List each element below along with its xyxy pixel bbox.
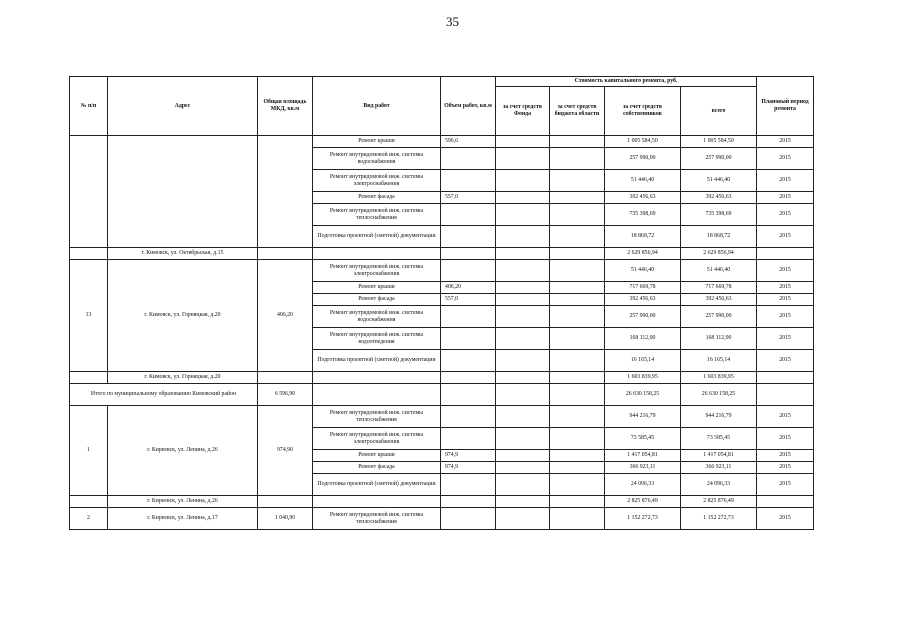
header-owners: за счет средств собственников bbox=[605, 87, 681, 136]
total-cell: 24 096,33 bbox=[681, 474, 757, 496]
volume-cell bbox=[441, 508, 496, 530]
work-type-cell: Ремонт внутридомовой инж. системы электроснабжения bbox=[313, 260, 441, 282]
owners-cell: 257 990,00 bbox=[605, 148, 681, 170]
subtotal-total: 2 825 876,49 bbox=[681, 496, 757, 508]
work-type-cell: Ремонт крыши bbox=[313, 136, 441, 148]
row-area: 1 040,90 bbox=[258, 508, 313, 530]
owners-cell: 717 669,78 bbox=[605, 282, 681, 294]
total-cell: 366 923,11 bbox=[681, 462, 757, 474]
work-type-cell: Подготовка проектной (сметной) документации bbox=[313, 226, 441, 248]
owners-cell: 944 216,79 bbox=[605, 406, 681, 428]
work-type-cell: Подготовка проектной (сметной) документации bbox=[313, 350, 441, 372]
header-total: всего bbox=[681, 87, 757, 136]
row-area: 406,20 bbox=[258, 260, 313, 372]
budget-cell bbox=[550, 148, 605, 170]
budget-cell bbox=[550, 508, 605, 530]
subtotal-owners: 1 603 839,95 bbox=[605, 372, 681, 384]
period-cell: 2015 bbox=[757, 428, 814, 450]
total-cell: 735 398,69 bbox=[681, 204, 757, 226]
volume-cell bbox=[441, 328, 496, 350]
volume-cell bbox=[441, 428, 496, 450]
row-number: 13 bbox=[70, 260, 108, 372]
total-cell: 257 990,00 bbox=[681, 148, 757, 170]
row-area bbox=[258, 136, 313, 248]
row-address: г. Киреевск, ул. Ленина, д.26 bbox=[108, 406, 258, 496]
row-number bbox=[70, 248, 108, 260]
total-cell: 16 165,14 bbox=[681, 350, 757, 372]
volume-cell: 974,9 bbox=[441, 462, 496, 474]
row-address bbox=[108, 136, 258, 248]
period-cell: 2015 bbox=[757, 170, 814, 192]
period-cell: 2015 bbox=[757, 294, 814, 306]
work-type-cell: Подготовка проектной (сметной) документации bbox=[313, 474, 441, 496]
volume-cell: 557,0 bbox=[441, 192, 496, 204]
owners-cell: 16 165,14 bbox=[605, 350, 681, 372]
owners-cell: 257 990,00 bbox=[605, 306, 681, 328]
period-cell: 2015 bbox=[757, 406, 814, 428]
work-type-cell: Ремонт внутридомовой инж. системы электроснабжения bbox=[313, 170, 441, 192]
total-cell: 717 669,78 bbox=[681, 282, 757, 294]
volume-cell bbox=[441, 474, 496, 496]
total-cell: 1 417 054,81 bbox=[681, 450, 757, 462]
period-cell: 2015 bbox=[757, 474, 814, 496]
work-type-cell: Ремонт фасада bbox=[313, 462, 441, 474]
period-cell: 2015 bbox=[757, 508, 814, 530]
capital-repair-table bbox=[69, 76, 814, 530]
fund-cell bbox=[496, 226, 550, 248]
header-num: № п/п bbox=[70, 77, 108, 136]
period-cell: 2015 bbox=[757, 148, 814, 170]
header-budget: за счет средств бюджета области bbox=[550, 87, 605, 136]
header-address: Адрес bbox=[108, 77, 258, 136]
total-cell: 1 005 584,50 bbox=[681, 136, 757, 148]
volume-cell bbox=[441, 226, 496, 248]
budget-cell bbox=[550, 192, 605, 204]
grand-total-label: Итого по муниципальному образованию Кимовский район bbox=[70, 384, 258, 406]
header-volume: Объем работ, кв.м bbox=[441, 77, 496, 136]
budget-cell bbox=[550, 350, 605, 372]
subtotal-label: г. Киреевск, ул. Ленина, д.26 bbox=[108, 496, 258, 508]
subtotal-total: 2 629 856,94 bbox=[681, 248, 757, 260]
period-cell: 2015 bbox=[757, 192, 814, 204]
work-type-cell: Ремонт крыши bbox=[313, 450, 441, 462]
table-row bbox=[70, 406, 814, 428]
volume-cell: 557,0 bbox=[441, 294, 496, 306]
fund-cell bbox=[496, 204, 550, 226]
period-cell: 2015 bbox=[757, 328, 814, 350]
header-period: Плановый период ремонта bbox=[757, 77, 814, 136]
subtotal-label: г. Кимовск, ул. Октябрьская, д.15 bbox=[108, 248, 258, 260]
work-type-cell: Ремонт фасада bbox=[313, 294, 441, 306]
total-cell: 18 868,72 bbox=[681, 226, 757, 248]
owners-cell: 168 112,00 bbox=[605, 328, 681, 350]
fund-cell bbox=[496, 350, 550, 372]
page-number: 35 bbox=[446, 14, 459, 29]
owners-cell: 366 923,11 bbox=[605, 462, 681, 474]
table-row bbox=[70, 136, 814, 148]
row-number: 1 bbox=[70, 406, 108, 496]
work-type-cell: Ремонт внутридомовой инж. системы теплоснабжения bbox=[313, 406, 441, 428]
total-cell: 257 990,00 bbox=[681, 306, 757, 328]
fund-cell bbox=[496, 306, 550, 328]
owners-cell: 51 446,40 bbox=[605, 170, 681, 192]
budget-cell bbox=[550, 260, 605, 282]
subtotal-row bbox=[70, 496, 814, 508]
total-cell: 168 112,00 bbox=[681, 328, 757, 350]
total-cell: 1 152 272,73 bbox=[681, 508, 757, 530]
header-work-type: Вид работ bbox=[313, 77, 441, 136]
budget-cell bbox=[550, 136, 605, 148]
budget-cell bbox=[550, 450, 605, 462]
grand-total-row bbox=[70, 384, 814, 406]
owners-cell: 392 456,63 bbox=[605, 192, 681, 204]
volume-cell bbox=[441, 350, 496, 372]
total-cell: 51 446,40 bbox=[681, 170, 757, 192]
owners-cell: 24 096,33 bbox=[605, 474, 681, 496]
fund-cell bbox=[496, 148, 550, 170]
owners-cell: 392 456,63 bbox=[605, 294, 681, 306]
fund-cell bbox=[496, 462, 550, 474]
subtotal-row bbox=[70, 372, 814, 384]
work-type-cell: Ремонт внутридомовой инж. системы теплоснабжения bbox=[313, 204, 441, 226]
total-cell: 944 216,79 bbox=[681, 406, 757, 428]
owners-cell: 735 398,69 bbox=[605, 204, 681, 226]
period-cell: 2015 bbox=[757, 260, 814, 282]
volume-cell bbox=[441, 260, 496, 282]
fund-cell bbox=[496, 428, 550, 450]
budget-cell bbox=[550, 328, 605, 350]
work-type-cell: Ремонт внутридомовой инж. системы теплоснабжения bbox=[313, 508, 441, 530]
table-row bbox=[70, 260, 814, 282]
subtotal-owners: 2 825 876,49 bbox=[605, 496, 681, 508]
header-cost-group: Стоимость капитального ремонта, руб. bbox=[496, 77, 757, 87]
total-cell: 392 456,63 bbox=[681, 294, 757, 306]
fund-cell bbox=[496, 508, 550, 530]
work-type-cell: Ремонт внутридомовой инж. системы электроснабжения bbox=[313, 428, 441, 450]
subtotal-label: г. Кимовск, ул. Горняцкая, д.20 bbox=[108, 372, 258, 384]
budget-cell bbox=[550, 282, 605, 294]
row-address: г. Киреевск, ул. Ленина, д.17 bbox=[108, 508, 258, 530]
header-fund: за счет средств Фонда bbox=[496, 87, 550, 136]
volume-cell bbox=[441, 170, 496, 192]
budget-cell bbox=[550, 204, 605, 226]
work-type-cell: Ремонт внутридомовой инж. системы водоотведения bbox=[313, 328, 441, 350]
volume-cell bbox=[441, 148, 496, 170]
budget-cell bbox=[550, 294, 605, 306]
table-row bbox=[70, 508, 814, 530]
row-address: г. Кимовск, ул. Горняцкая, д.20 bbox=[108, 260, 258, 372]
fund-cell bbox=[496, 294, 550, 306]
fund-cell bbox=[496, 328, 550, 350]
owners-cell: 1 152 272,73 bbox=[605, 508, 681, 530]
fund-cell bbox=[496, 192, 550, 204]
period-cell: 2015 bbox=[757, 226, 814, 248]
period-cell: 2015 bbox=[757, 136, 814, 148]
grand-total-owners: 26 630 158,25 bbox=[605, 384, 681, 406]
period-cell: 2015 bbox=[757, 350, 814, 372]
subtotal-total: 1 603 839,95 bbox=[681, 372, 757, 384]
fund-cell bbox=[496, 136, 550, 148]
owners-cell: 1 005 584,50 bbox=[605, 136, 681, 148]
fund-cell bbox=[496, 282, 550, 294]
owners-cell: 73 585,45 bbox=[605, 428, 681, 450]
budget-cell bbox=[550, 406, 605, 428]
volume-cell: 406,20 bbox=[441, 282, 496, 294]
fund-cell bbox=[496, 474, 550, 496]
grand-total-area: 6 596,90 bbox=[258, 384, 313, 406]
work-type-cell: Ремонт крыши bbox=[313, 282, 441, 294]
period-cell: 2015 bbox=[757, 450, 814, 462]
total-cell: 73 585,45 bbox=[681, 428, 757, 450]
budget-cell bbox=[550, 428, 605, 450]
period-cell: 2015 bbox=[757, 462, 814, 474]
work-type-cell: Ремонт внутридомовой инж. системы водоснабжения bbox=[313, 148, 441, 170]
volume-cell: 974,9 bbox=[441, 450, 496, 462]
volume-cell: 596,6 bbox=[441, 136, 496, 148]
work-type-cell: Ремонт внутридомовой инж. системы водоснабжения bbox=[313, 306, 441, 328]
volume-cell bbox=[441, 204, 496, 226]
total-cell: 51 446,40 bbox=[681, 260, 757, 282]
budget-cell bbox=[550, 170, 605, 192]
budget-cell bbox=[550, 474, 605, 496]
work-type-cell: Ремонт фасада bbox=[313, 192, 441, 204]
fund-cell bbox=[496, 406, 550, 428]
owners-cell: 51 446,40 bbox=[605, 260, 681, 282]
budget-cell bbox=[550, 226, 605, 248]
row-number: 2 bbox=[70, 508, 108, 530]
subtotal-owners: 2 629 856,94 bbox=[605, 248, 681, 260]
period-cell: 2015 bbox=[757, 204, 814, 226]
volume-cell bbox=[441, 406, 496, 428]
owners-cell: 18 868,72 bbox=[605, 226, 681, 248]
fund-cell bbox=[496, 170, 550, 192]
budget-cell bbox=[550, 306, 605, 328]
period-cell: 2015 bbox=[757, 282, 814, 294]
owners-cell: 1 417 054,81 bbox=[605, 450, 681, 462]
period-cell: 2015 bbox=[757, 306, 814, 328]
row-number bbox=[70, 136, 108, 248]
fund-cell bbox=[496, 260, 550, 282]
fund-cell bbox=[496, 450, 550, 462]
total-cell: 392 456,63 bbox=[681, 192, 757, 204]
row-area: 974,90 bbox=[258, 406, 313, 496]
volume-cell bbox=[441, 306, 496, 328]
grand-total-total: 26 630 158,25 bbox=[681, 384, 757, 406]
subtotal-row bbox=[70, 248, 814, 260]
header-area: Общая площадь МКД, кв.м bbox=[258, 77, 313, 136]
budget-cell bbox=[550, 462, 605, 474]
